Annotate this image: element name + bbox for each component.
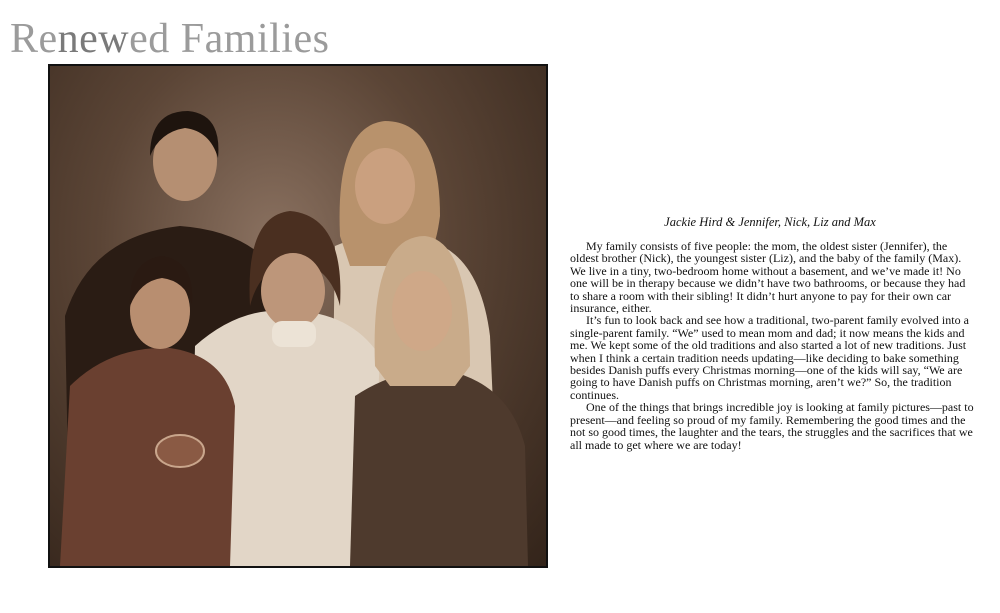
paragraph-2: It’s fun to look back and see how a traditional, two-parent family evolved into a single-parent family. “We” used to mean mom and dad; it now means the kids and me. We kept some of the old traditions and also started a lot of new traditions. Just when I think a certain tradition needs updating—like deciding to bake something besides Danish puffs every Christmas morning—one of the kids will say, “We are going to have Danish puffs on Christmas morning, aren’t we?” So, the tradition continues.	[570, 313, 969, 402]
paragraph-3: One of the things that brings incredible joy is looking at family pictures—past to present—and feeling so proud of my family. Remembering the good times and the not so good times, the laughter and the tears, the struggles and the sacrifices that we all made to get where we are today!	[570, 400, 974, 452]
title-part-re: Re	[10, 16, 58, 62]
family-photo	[48, 64, 548, 568]
photo-caption: Jackie Hird & Jennifer, Nick, Liz and Max	[664, 215, 876, 229]
family-photo-illustration	[50, 66, 546, 566]
page-title	[10, 14, 329, 64]
paragraph-1: My family consists of five people: the mom, the oldest sister (Jennifer), the oldest brother (Nick), the youngest sister (Liz), and the baby of the family (Max). We live in a tiny, two-bedroom home without a basement, and we’ve made it! No one will be in therapy because we didn’t have two bathrooms, or because they had to share a room with their sibling! It didn’t hurt anyone to pay for their own car insurance, either.	[570, 239, 966, 316]
title-part-ed-families: ed Families	[129, 16, 330, 62]
article-body	[570, 240, 976, 451]
title-part-new: new	[57, 16, 130, 62]
